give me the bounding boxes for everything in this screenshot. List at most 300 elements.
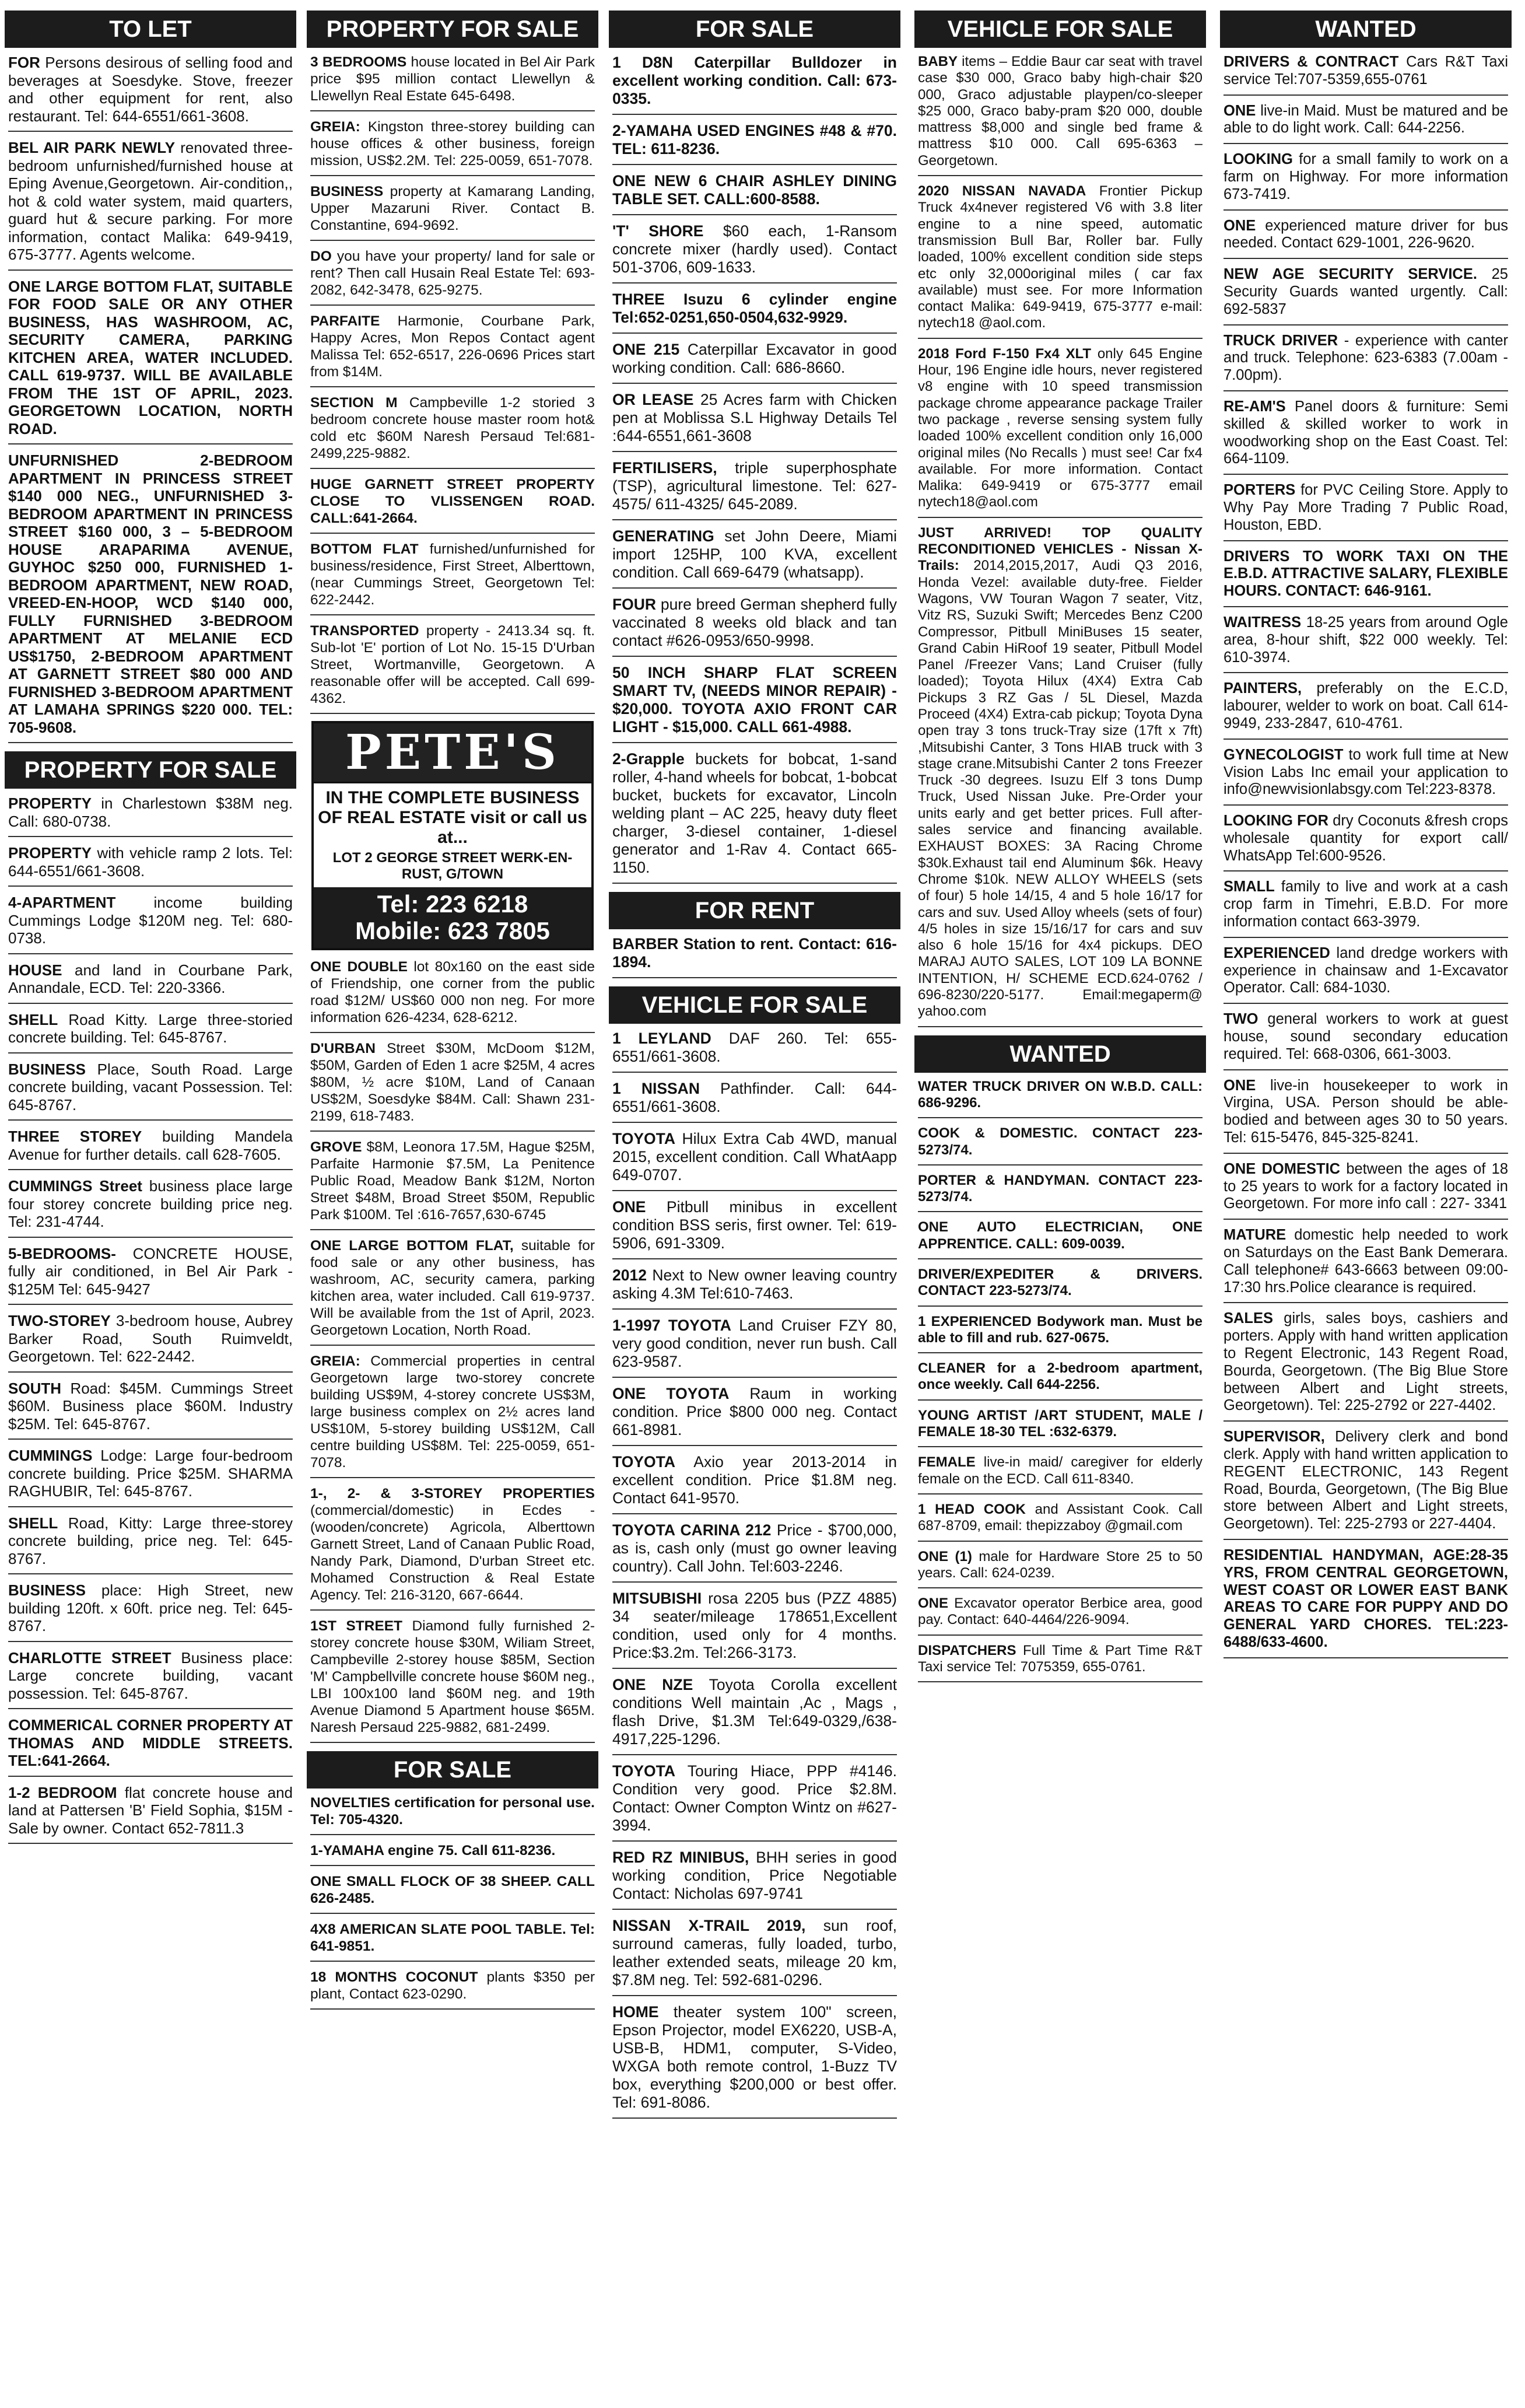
classified-ad — [310, 1040, 595, 1132]
classified-ad — [8, 1447, 293, 1507]
ad-lead: JUST ARRIVED! TOP QUALITY RECONDITIONED VEHICLES - Nissan X-Trails: — [918, 524, 1203, 574]
ad-lead: TOYOTA CARINA 212 — [612, 1521, 772, 1539]
ad-lead: TWO-STOREY — [8, 1312, 111, 1329]
classified-ad — [8, 1380, 293, 1440]
classified-ad — [8, 1177, 293, 1238]
classified-ad — [8, 1649, 293, 1710]
ad-lead: TOYOTA — [612, 1453, 675, 1471]
classified-ad — [918, 1079, 1203, 1119]
ad-lead: CLEANER for a 2-bedroom apartment, once weekly. Call 644-2256. — [918, 1360, 1203, 1393]
ad-text: suitable for food sale or any other business, has washroom, AC, security camera, parking kitchen area, water included. Call 619-9737. Will be available from the 1st of April, 2023. Georgetown Location, North Road. — [310, 1238, 595, 1338]
ad-text: items – Eddie Baur car seat with travel case $30 000, Graco baby high-chair $20 000, Graco adjustable playpen/co-sleeper $25 000, Graco baby-pram $20 000, double mattress $8,000 and single bed frame & mattress $10 000. Call 695-6363 – Georgetown. — [918, 54, 1203, 169]
ad-lead: 1 HEAD COOK — [918, 1501, 1026, 1517]
classified-ad — [310, 183, 595, 241]
ad-lead: YOUNG ARTIST /ART STUDENT, MALE / FEMALE 18-30 TEL :632-6379. — [918, 1407, 1203, 1440]
classified-ad — [1223, 1227, 1508, 1303]
classified-ad — [1223, 398, 1508, 475]
classified-ad — [310, 1873, 595, 1914]
classified-ad — [918, 1408, 1203, 1448]
ad-text: family to live and work at a cash crop farm in Timehri, E.B.D. For more information contact 663-3979. — [1223, 878, 1508, 930]
classified-ad — [1223, 945, 1508, 1004]
ad-lead: GENERATING — [612, 527, 714, 545]
section-header: VEHICLE FOR SALE — [609, 986, 900, 1024]
ad-lead: NEW AGE SECURITY SERVICE. — [1223, 266, 1477, 283]
ad-lead: 1-2 BEDROOM — [8, 1783, 117, 1801]
ad-text: BHH series in good working condition, Price Negotiable Contact: Nicholas 697-9741 — [612, 1849, 897, 1902]
ad-text: between the ages of 18 to 25 years to work for a factory located in Georgetown. For more info call : 227- 3341 — [1223, 1160, 1508, 1212]
ad-lead: ONE DOMESTIC — [1223, 1160, 1341, 1177]
classified-ad — [8, 54, 293, 132]
petes-tagline: IN THE COMPLETE BUSINESS OF REAL ESTATE visit or call us at... — [318, 788, 587, 847]
ad-lead: 'T' SHORE — [612, 222, 704, 240]
ad-lead: ONE (1) — [918, 1548, 972, 1564]
ad-text: Full Time & Part Time R&T Taxi service Tel: 7075359, 655-0761. — [918, 1642, 1203, 1675]
ad-lead: COOK & DOMESTIC. CONTACT 223-5273/74. — [918, 1125, 1203, 1158]
ad-lead: D'URBAN — [310, 1041, 376, 1056]
petes-real-estate-ad — [311, 721, 594, 950]
classified-ad — [612, 222, 897, 284]
classified-ad — [310, 1139, 595, 1230]
section-header: FOR RENT — [609, 892, 900, 929]
ad-text: Street $30M, McDoom $12M, $50M, Garden of Eden 1 acre $25M, 4 acres $80M, ½ acre $10M, Land of Canaan US$2M, Soesdyke $84M. Call: Shawn 231-2199, 618-7483. — [310, 1041, 595, 1124]
ad-lead: HOME — [612, 2003, 659, 2021]
classified-ad — [918, 1595, 1203, 1636]
ad-text: Commercial properties in central Georgetown large two-storey concrete building US$9M, 4-storey concrete US$3M, large business complex on 2½ acres land US$10M, 5-storey building US$12M, Call centre building US$8M. Tel: 225-0059, 651-7078. — [310, 1353, 595, 1471]
ad-lead: 2012 — [612, 1266, 647, 1284]
classified-ad — [310, 54, 595, 111]
ad-text: preferably on the E.C.D, labourer, welder to work on boat. Call 614-9949, 233-2847, 610-4761. — [1223, 680, 1508, 732]
classified-ad — [612, 750, 897, 884]
ad-lead: SHELL — [8, 1514, 58, 1532]
ad-text: renovated three-bedroom unfurnished/furnished house at Eping Avenue,Georgetown. Air-condition,, hot & cold water system, maid quarters, guard hut & secure parking. For more information, contact Malika: 649-9419, 675-3777. Agents welcome. — [8, 139, 293, 263]
classified-ad — [612, 391, 897, 452]
ad-lead: THREE Isuzu 6 cylinder engine Tel:652-0251,650-0504,632-9929. — [612, 290, 897, 326]
ad-text: - experience with canter and truck. Telephone: 623-6383 (7.00am - 7.00pm). — [1223, 332, 1509, 384]
ad-text: Diamond fully furnished 2-storey concrete house $30M, Wiliam Street, Campbeville 2-storey house $85M, Section 'M' Campbellville concrete house $60M neg., LBI 100x100 land $60M neg. and 19th Avenue Diamond 5 Apartment house $65M. Naresh Persaud 225-9882, 681-2499. — [310, 1618, 595, 1735]
ad-text: and land in Courbane Park, Annandale, ECD. Tel: 220-3366. — [8, 961, 293, 996]
ad-text: CONCRETE HOUSE, fully air conditioned, in Bel Air Park - $125M Tel: 645-9427 — [8, 1244, 293, 1298]
ad-text: Land Cruiser FZY 80, very good condition, never run bush. Call 623-9587. — [612, 1317, 897, 1370]
ad-lead: 1 EXPERIENCED Bodywork man. Must be able to fill and rub. 627-0675. — [918, 1313, 1203, 1346]
classified-ad — [310, 541, 595, 615]
ad-lead: RESIDENTIAL HANDYMAN, AGE:28-35 YRS, FROM CENTRAL GEORGETOWN, WEST COAST OR LOWER EAST BANK AREAS TO CARE FOR PUPPY AND DO GENERAL YARD CHORES. TEL:223-6488/633-4600. — [1223, 1546, 1508, 1650]
ad-lead: OR LEASE — [612, 391, 694, 408]
ad-text: Frontier Pickup Truck 4x4never registered V6 with 3.8 liter engine to a nine speed, automatic transmission Bull Bar, Roller bar. Fully loaded, 100% excellent condition side steps etc only 32,000original miles ( car fax available) must see. For more Information contact Malika: 649-9419, 675-3777 e-mail: nytech18 @aol.com. — [918, 183, 1203, 331]
classified-ad — [1223, 1310, 1508, 1422]
classified-ad — [612, 1521, 897, 1583]
ad-lead: COMMERICAL CORNER PROPERTY AT THOMAS AND MIDDLE STREETS. TEL:641-2664. — [8, 1716, 293, 1769]
column-3 — [609, 10, 900, 2126]
classified-ad — [1223, 151, 1508, 210]
ad-text: buckets for bobcat, 1-sand roller, 4-hand wheels for bobcat, 1-bobcat bucket, buckets for excavator, Lincoln welding plant – AC 225, heavy duty fleet charger, 3-diesel container, 1-diesel generator and 1-Rav 4. Contact 665-1150. — [612, 750, 897, 876]
classified-ad — [918, 1549, 1203, 1589]
classified-ad — [8, 1312, 293, 1373]
classified-ad — [8, 894, 293, 954]
classified-ad — [1223, 813, 1508, 872]
ad-text: for PVC Ceiling Store. Apply to Why Pay More Trading 7 Public Road, Houston, EBD. — [1223, 482, 1508, 533]
classified-ad — [8, 1514, 293, 1575]
classified-ad — [612, 1453, 897, 1514]
ad-lead: TRANSPORTED — [310, 623, 419, 639]
ad-lead: TOYOTA — [612, 1130, 675, 1147]
ad-text: Place, South Road. Large concrete building, vacant Possession. Tel: 645-8767. — [8, 1060, 293, 1114]
classified-ad — [918, 1172, 1203, 1213]
classified-ad — [918, 1502, 1203, 1542]
ad-lead: SHELL — [8, 1010, 58, 1028]
ad-text: dry Coconuts &fresh crops wholesale quantity for export call/ WhatsApp Tel:600-9526. — [1223, 813, 1508, 864]
ad-lead: ONE NEW 6 CHAIR ASHLEY DINING TABLE SET. CALL:600-8588. — [612, 172, 897, 208]
ad-lead: PAINTERS, — [1223, 680, 1302, 697]
ad-text: to work full time at New Vision Labs Inc email your application to info@newvisionlabsgy.com Tel:223-8378. — [1223, 746, 1508, 798]
ad-text: 25 Security Guards wanted urgently. Call: 692-5837 — [1223, 266, 1508, 317]
ad-text: only 645 Engine Hour, 196 Engine idle hours, never registered v8 engine with 10 speed transmission package chrome appearance package Trailer two package , reverse sensing system fully loaded 100% excellent condition only 16,000 original miles (No Recalls ) must see! Car fx4 available. For more information. Contact Malika: 649-9419 or 675-3777 email nytech18@aol.com — [918, 345, 1203, 510]
ad-text: for a small family to work on a farm on Highway. For more information 673-7419. — [1223, 151, 1508, 202]
ad-text: live-in housekeeper to work in Virgina, USA. Person should be able-bodied and between ages 30 to 50 years. Tel: 615-5476, 845-325-8241. — [1223, 1077, 1508, 1146]
ad-text: domestic help needed to work on Saturdays on the East Bank Demerara. Call telephone# 643-6663 between 09:00- 17:30 hrs.Police clearance is required. — [1223, 1227, 1508, 1296]
classified-ad — [310, 1353, 595, 1478]
ad-lead: RE-AM'S — [1223, 398, 1286, 415]
classified-ad — [918, 1266, 1203, 1307]
ad-text: Axio year 2013-2014 in excellent condition. Price $1.8M neg. Contact 641-9570. — [612, 1453, 897, 1507]
ad-lead: FEMALE — [918, 1454, 976, 1471]
ad-text: Hilux Extra Cab 4WD, manual 2015, excellent condition. Call WhatAapp 649-0707. — [612, 1130, 897, 1184]
ad-text: male for Hardware Store 25 to 50 years. Call: 624-0239. — [918, 1548, 1203, 1581]
ad-text: 18-25 years from around Ogle area, 8-hour shift, $22 000 weekly. Tel: 610-3974. — [1223, 614, 1508, 666]
ad-text: sun roof, surround cameras, fully loaded, turbo, leather extended seats, mileage 20 km, $7.8M neg. Tel: 592-681-0296. — [612, 1917, 897, 1989]
section-header: WANTED — [914, 1035, 1206, 1073]
petes-tel: Tel: 223 6218 — [377, 890, 528, 918]
ad-text: property - 2413.34 sq. ft. Sub-lot 'E' portion of Lot No. 15-15 D'Urban Street, Wortmanville, Georgetown. A reasonable offer will be accepted. Call 699-4362. — [310, 623, 595, 706]
ad-lead: ONE DOUBLE — [310, 959, 408, 975]
ad-lead: 1 D8N Caterpillar Bulldozer in excellent working condition. Call: 673-0335. — [612, 54, 897, 107]
ad-lead: WATER TRUCK DRIVER ON W.B.D. CALL: 686-9296. — [918, 1078, 1203, 1111]
ad-lead: 1 LEYLAND — [612, 1030, 711, 1047]
ad-lead: GYNECOLOGIST — [1223, 746, 1344, 763]
ad-text: 2014,2015,2017, Audi Q3 2016, Honda Vezel: available duty-free. Fielder Wagons, VW Touran Wagon 7 seater, Vitz, Vitz RS, Suzuki Swift; Mercedes Benz C200 Compressor, Pitbull MiniBuses 15 seater, Grand Cabin HiRoof 19 seater, Pitbull Model Panel /Freezer Vans; Land Cruiser (fully loaded); Toyota Hilux (4X4) Extra Cab Pickups 3 RZ Gas / 5L Diesel, Mazda Proceed (4X4) Extra-cab pickup; Toyota Dyna open tray 3 tons truck-Tray size (17ft x 7ft) ,Mitsubishi Canter, 3 Tons HIAB truck with 3 stage crane.Mitsubishi Canter 2 tons Freezer Truck -30 degrees. Isuzu Elf 3 tons Dump Truck, Used Nissan Juke. Pre-Order your units early and get better prices. Full after-sales service and financing available. EXHAUST BOXES: 3A Racing Chrome $30k.Exhaust tail end Aluminum $6k. Heavy Chrome $10k. NEW ALLOY WHEELS (sets of four) 5 hole 14/15, 4 and 5 hole 16/17 for cars and suv. Used Alloy wheels (sets of four) 4/5 holes in size 15/16/17 for cars and suv also 6 hole 15/16 for 4x4 pickups. DEO MARAJ AUTO SALES, LOT 109 LA BONNE INTENTION, H/ SCHEME ECD.624-0762 / 696-8230/220-5177. Email:megaperm@ yahoo.com — [918, 558, 1203, 1020]
classified-ad — [1223, 1547, 1508, 1658]
classified-ad — [612, 1676, 897, 1755]
ad-text: Road: $45M. Cummings Street $60M. Business place $60M. Industry $25M. Tel: 645-8767. — [8, 1379, 293, 1433]
ad-text: Delivery clerk and bond clerk. Apply with hand written application to REGENT ELECTRONIC, 143 Regent Road, Bourda, Georgetown, (The Big Blue store between Albert and Light streets, Georgetown). Tel: 225-2793 or 227-4404. — [1223, 1429, 1508, 1532]
ad-lead: ONE AUTO ELECTRICIAN, ONE APPRENTICE. CALL: 609-0039. — [918, 1219, 1203, 1252]
classified-ad — [310, 1969, 595, 2010]
ad-text: house located in Bel Air Park price $95 million contact Llewellyn & Llewellyn Real Estate 645-6498. — [310, 54, 595, 104]
ad-lead: PROPERTY — [8, 794, 92, 812]
ad-text: income building Cummings Lodge $120M neg. Tel: 680-0738. — [8, 894, 293, 947]
ad-lead: SMALL — [1223, 878, 1275, 895]
section-header: PROPERTY FOR SALE — [307, 10, 598, 48]
ad-lead: THREE STOREY — [8, 1128, 142, 1145]
ad-lead: 3 BEDROOMS — [310, 54, 407, 70]
classified-ad — [612, 122, 897, 165]
classified-ad — [918, 1643, 1203, 1683]
classified-ad — [8, 1716, 293, 1777]
ad-lead: 1-1997 TOYOTA — [612, 1317, 731, 1334]
classified-ad — [918, 54, 1203, 176]
column-5 — [1220, 10, 1512, 1665]
ad-lead: FOR — [8, 54, 40, 71]
classified-ad — [612, 1266, 897, 1310]
ad-lead: WAITRESS — [1223, 614, 1302, 631]
ad-lead: DRIVERS TO WORK TAXI ON THE E.B.D. ATTRACTIVE SALARY, FLEXIBLE HOURS. CONTACT: 646-9161. — [1223, 548, 1508, 600]
ad-text: $60 each, 1-Ransom concrete mixer (hardly used). Contact 501-3706, 609-1633. — [612, 222, 897, 276]
classified-ad — [612, 1762, 897, 1842]
ad-text: place: High Street, new building 120ft. x 60ft. price neg. Tel: 645-8767. — [8, 1581, 293, 1634]
classified-ad — [612, 1080, 897, 1123]
ad-text: rosa 2205 bus (PZZ 4885) 34 seater/mileage 178651,Excellent condition, used only for 4 months. Price:$3.2m. Tel:266-3173. — [612, 1590, 897, 1661]
ad-lead: ONE — [918, 1595, 949, 1612]
ad-lead: BEL AIR PARK NEWLY — [8, 139, 176, 156]
classified-ad — [310, 1485, 595, 1611]
ad-text: $8M, Leonora 17.5M, Hague $25M, Parfaite Harmonie $7.5M, La Penitence Public Road, Meadow Bank $12M, Norton Street $48M, Broad Street $50M, Republic Park $100M. Tel :616-7657,630-6745 — [310, 1139, 595, 1223]
classified-ad — [310, 622, 595, 714]
ad-text: Campbeville 1-2 storied 3 bedroom concrete house master room hot& cold etc $60M Naresh Persaud Tel:681-2499,225-9882. — [310, 395, 595, 461]
classified-ad — [8, 794, 293, 837]
ad-lead: HUGE GARNETT STREET PROPERTY CLOSE TO VLISSENGEN ROAD. CALL:641-2664. — [310, 477, 595, 526]
ad-text: with vehicle ramp 2 lots. Tel: 644-6551/661-3608. — [8, 844, 293, 880]
ad-text: Caterpillar Excavator in good working condition. Call: 686-8660. — [612, 341, 897, 376]
ad-lead: 1-YAMAHA engine 75. Call 611-8236. — [310, 1843, 556, 1859]
section-header: WANTED — [1220, 10, 1512, 48]
classified-ad — [310, 118, 595, 176]
ad-lead: BARBER Station to rent. Contact: 616-1894. — [612, 935, 897, 971]
column-4 — [914, 10, 1206, 1689]
ad-lead: ONE LARGE BOTTOM FLAT, SUITABLE FOR FOOD SALE OR ANY OTHER BUSINESS, HAS WASHROOM, AC, SECURITY CAMERA, PARKING KITCHEN AREA, WATER INCLUDED. CALL 619-9737. WILL BE AVAILABLE FROM THE 1ST OF APRIL, 2023. GEORGETOWN LOCATION, NORTH ROAD. — [8, 277, 293, 438]
classified-ad — [612, 664, 897, 743]
classified-ad — [1223, 1011, 1508, 1070]
ad-lead: EXPERIENCED — [1223, 944, 1330, 961]
classified-ad — [612, 1030, 897, 1073]
ad-lead: 1 NISSAN — [612, 1080, 700, 1097]
classified-ad — [1223, 54, 1508, 96]
ad-text: 3-bedroom house, Aubrey Barker Road, South Ruimveldt, Georgetown. Tel: 622-2442. — [8, 1312, 293, 1365]
ad-lead: CHARLOTTE STREET — [8, 1648, 171, 1667]
petes-address: LOT 2 GEORGE STREET WERK-EN-RUST, G/TOWN — [332, 850, 573, 882]
ad-lead: ONE — [1223, 217, 1256, 234]
petes-logo: PETE'S — [314, 723, 591, 783]
petes-phones — [314, 887, 591, 948]
ad-text: Raum in working condition. Price $800 000 neg. Contact 661-8981. — [612, 1385, 897, 1438]
classified-ad — [918, 183, 1203, 339]
ad-lead: MATURE — [1223, 1227, 1286, 1244]
classified-ad — [8, 844, 293, 887]
classified-ad — [918, 525, 1203, 1027]
classified-ad — [8, 1060, 293, 1121]
ad-text: triple superphosphate (TSP), agricultural limestone. Tel: 627-4575/ 611-4325/ 645-2089. — [612, 459, 897, 513]
ad-text: Business place: Large concrete building, vacant possession. Tel: 645-8767. — [8, 1648, 293, 1702]
classified-ad — [612, 54, 897, 115]
ad-text: Toyota Corolla excellent conditions Well maintain ,Ac , Mags , flash Drive, $1.3M Tel:649-0329,/638-4917,225-1296. — [612, 1676, 897, 1748]
ad-text: business place large four storey concrete building price neg. Tel: 231-4744. — [8, 1177, 293, 1230]
ad-lead: BABY — [918, 54, 958, 69]
ad-lead: DRIVER/EXPEDITER & DRIVERS. CONTACT 223-5273/74. — [918, 1266, 1203, 1299]
classified-ad — [310, 476, 595, 534]
ad-lead: 50 INCH SHARP FLAT SCREEN SMART TV, (NEEDS MINOR REPAIR) - $20,000. TOYOTA AXIO FRONT CAR LIGHT - $15,000. CALL 661-4988. — [612, 664, 897, 736]
ad-lead: TWO — [1223, 1011, 1258, 1028]
ad-lead: BOTTOM FLAT — [310, 541, 419, 557]
ad-text: Road, Kitty: Large three-storey concrete building, price neg. Tel: 645-8767. — [8, 1514, 293, 1567]
ad-lead: PARFAITE — [310, 313, 380, 329]
column-2 — [307, 10, 598, 2017]
classified-ad — [612, 290, 897, 334]
ad-text: Harmonie, Courbane Park, Happy Acres, Mon Repos Contact agent Malissa Tel: 652-6517, 226-0696 Prices start from $14M. — [310, 313, 595, 380]
classified-ad — [8, 278, 293, 445]
classified-ad — [918, 1454, 1203, 1494]
classified-ad — [1223, 1161, 1508, 1220]
classified-ad — [612, 1590, 897, 1669]
classified-ad — [1223, 548, 1508, 607]
classified-ad — [612, 1130, 897, 1191]
ad-lead: NOVELTIES certification for personal use. Tel: 705-4320. — [310, 1795, 595, 1828]
classified-ad — [918, 1125, 1203, 1166]
classified-ad — [1223, 1077, 1508, 1154]
ad-lead: ONE — [1223, 1077, 1256, 1094]
classified-ad — [8, 1011, 293, 1054]
section-header: PROPERTY FOR SALE — [5, 751, 296, 789]
ad-lead: GREIA: — [310, 1353, 360, 1369]
classified-ad — [1223, 680, 1508, 739]
column-1 — [5, 10, 296, 1851]
classified-ad — [612, 459, 897, 520]
classified-ad — [918, 346, 1203, 518]
ad-text: 25 Acres farm with Chicken pen at Moblissa S.L Highway Details Tel :644-6551,661-3608 — [612, 391, 897, 444]
ad-text: DAF 260. Tel: 655-6551/661-3608. — [612, 1030, 897, 1065]
ad-lead: 4-APARTMENT — [8, 894, 116, 911]
ad-lead: 2020 NISSAN NAVADA — [918, 183, 1086, 200]
ad-lead: HOUSE — [8, 961, 62, 979]
ad-text: Pathfinder. Call: 644-6551/661-3608. — [612, 1080, 897, 1115]
classified-ad — [310, 248, 595, 306]
classified-ad — [310, 394, 595, 469]
classified-ad — [1223, 332, 1508, 391]
ad-lead: MITSUBISHI — [612, 1590, 702, 1607]
classified-ad — [1223, 218, 1508, 260]
classified-ad — [1223, 103, 1508, 145]
ad-lead: ONE — [612, 1198, 646, 1216]
ad-lead: CUMMINGS Street — [8, 1177, 142, 1195]
ad-lead: TRUCK DRIVER — [1223, 332, 1338, 349]
classified-ad — [918, 1314, 1203, 1354]
ad-text: and Assistant Cook. Call 687-8709, email: thepizzaboy @gmail.com — [918, 1501, 1203, 1534]
ad-text: Price - $700,000, as is, cash only (must go owner leaving country). Call John. Tel:603-2246. — [612, 1521, 897, 1575]
ad-lead: 1-, 2- & 3-STOREY PROPERTIES — [310, 1486, 595, 1502]
classified-ad — [310, 313, 595, 387]
ad-lead: SOUTH — [8, 1379, 61, 1397]
ad-text: theater system 100" screen, Epson Projector, model EX6220, USB-A, USB-B, HDM1, computer, S-Video, WXGA both remote control, 1-Buzz TV box, everything $200,000 or best offer. Tel: 691-8086. — [612, 2003, 897, 2111]
ad-text: experienced mature driver for bus needed. Contact 629-1001, 226-9620. — [1223, 217, 1508, 251]
classified-ad — [612, 1917, 897, 1996]
classified-ad — [8, 1245, 293, 1306]
ad-text: general workers to work at guest house, sound secondary education required. Tel: 668-0306, 661-3003. — [1223, 1011, 1508, 1062]
ad-lead: BUSINESS — [8, 1060, 86, 1078]
classified-ad — [612, 2003, 897, 2119]
ad-lead: PROPERTY — [8, 844, 92, 862]
ad-lead: FOUR — [612, 596, 657, 613]
ad-lead: 2-YAMAHA USED ENGINES #48 & #70. TEL: 611-8236. — [612, 122, 897, 158]
ad-text: Road Kitty. Large three-storied concrete building. Tel: 645-8767. — [8, 1010, 293, 1046]
classified-ad — [1223, 614, 1508, 673]
classified-ad — [8, 139, 293, 271]
section-header: VEHICLE FOR SALE — [914, 10, 1206, 48]
classified-ad — [8, 961, 293, 1004]
ad-lead: ONE 215 — [612, 341, 680, 358]
classified-ad — [310, 1237, 595, 1346]
ad-lead: 4X8 AMERICAN SLATE POOL TABLE. Tel: 641-9851. — [310, 1922, 595, 1954]
ad-lead: ONE — [1223, 102, 1256, 119]
classified-ad — [612, 1198, 897, 1259]
ad-lead: GROVE — [310, 1139, 362, 1155]
ad-text: property at Kamarang Landing, Upper Mazaruni River. Contact B. Constantine, 694-9692. — [310, 184, 595, 233]
ad-lead: PORTER & HANDYMAN. CONTACT 223-5273/74. — [918, 1172, 1203, 1205]
ad-text: pure breed German shepherd fully vaccinated 8 weeks old black and tan contact #626-0953/650-9998. — [612, 596, 897, 649]
classified-ad — [1223, 1429, 1508, 1540]
ad-lead: CUMMINGS — [8, 1447, 93, 1464]
ad-lead: BUSINESS — [8, 1581, 86, 1599]
ad-text: Panel doors & furniture: Semi skilled & skilled worker to work in woodworking shop on the East Coast. Tel: 664-1109. — [1223, 398, 1508, 467]
classified-ad — [918, 1360, 1203, 1401]
ad-lead: 18 MONTHS COCONUT — [310, 1969, 478, 1985]
ad-text: you have your property/ land for sale or rent? Then call Husain Real Estate Tel: 693-2082, 642-3478, 625-9275. — [310, 249, 595, 298]
ad-lead: ONE SMALL FLOCK OF 38 SHEEP. CALL 626-2485. — [310, 1874, 595, 1906]
ad-text: Excavator operator Berbice area, good pay. Contact: 640-4464/226-9094. — [918, 1595, 1203, 1628]
ad-text: Pitbull minibus in excellent condition BSS seris, first owner. Tel: 619-5906, 691-3309. — [612, 1198, 897, 1252]
ad-text: Cars R&T Taxi service Tel:707-5359,655-0761 — [1223, 54, 1508, 88]
ad-lead: LOOKING FOR — [1223, 813, 1329, 830]
ad-lead: UNFURNISHED 2-BEDROOM APARTMENT IN PRINCESS STREET $140 000 NEG., UNFURNISHED 3-BEDROOM APARTMENT IN PRINCESS STREET $160 000, 3 – 5-BEDROOM HOUSE ARAPARIMA AVENUE, GUYHOC $250 000, FURNISHED 1-BEDROOM APARTMENT, NEW ROAD, VREED-EN-HOOP, WCD $140 000, FULLY FURNISHED 3-BEDROOM APARTMENT AT MELANIE ECD US$1750, 2-BEDROOM APARTMENT AT GARNETT STREET $80 000 AND FURNISHED 3-BEDROOM APARTMENT AT LAMAHA SPRINGS $220 000. TEL: 705-9608. — [8, 452, 293, 736]
section-header: TO LET — [5, 10, 296, 48]
ad-lead: SALES — [1223, 1310, 1274, 1327]
classified-ad — [310, 1842, 595, 1866]
ad-lead: 1ST STREET — [310, 1618, 403, 1634]
ad-text: girls, sales boys, cashiers and porters. Apply with hand written application to Regent Electronic, 143 Regent Road, Bourda, Georgetown. (The Big Blue Store between Albert and Light streets, Georgetown). Tel: 225-2792 or 227-4402. — [1223, 1310, 1508, 1414]
section-header: FOR SALE — [307, 1751, 598, 1788]
classified-ad — [1223, 266, 1508, 325]
ad-text: Kingston three-storey building can house offices & other business, foreign mission, US$2.2M. Tel: 225-0059, 651-7078. — [310, 119, 595, 169]
ad-text: set John Deere, Miami import 125HP, 100 KVA, excellent condition. Call 669-6479 (whatsapp). — [612, 527, 897, 581]
classified-ad — [1223, 878, 1508, 937]
ad-text: plants $350 per plant, Contact 623-0290. — [310, 1969, 595, 2002]
ad-lead: NISSAN X-TRAIL 2019, — [612, 1917, 806, 1934]
ad-text: Lodge: Large four-bedroom concrete building. Price $25M. SHARMA RAGHUBIR, Tel: 645-8767. — [8, 1447, 293, 1500]
ad-text: live-in maid/ caregiver for elderly female on the ECD. Call 611-8340. — [918, 1454, 1203, 1487]
classified-ad — [310, 1921, 595, 1962]
ad-lead: RED RZ MINIBUS, — [612, 1849, 749, 1866]
classified-ad — [612, 527, 897, 589]
classified-ad — [8, 1581, 293, 1642]
ad-lead: DO — [310, 249, 332, 264]
classified-ad — [612, 172, 897, 215]
ad-lead: FERTILISERS, — [612, 459, 717, 477]
ad-text: flat concrete house and land at Pattersen 'B' Field Sophia, $15M - Sale by owner. Contact 652-7811.3 — [8, 1783, 293, 1837]
classified-ad — [310, 1618, 595, 1743]
ad-lead: SECTION M — [310, 395, 398, 411]
ad-text: lot 80x160 on the east side of Friendship, one corner from the public road $12M/ US$60 000 non neg. For more information 626-4234, 628-6212. — [310, 959, 595, 1026]
classified-ad — [612, 1385, 897, 1446]
classified-ad — [8, 1128, 293, 1170]
ad-text: Persons desirous of selling food and beverages at Soesdyke. Stove, freezer and other equipment for rent, also restaurant. Tel: 644-6551/661-3608. — [8, 54, 293, 125]
ad-text: land dredge workers with experience in chainsaw and 1-Excavator Operator. Call: 684-1030. — [1223, 944, 1508, 996]
classified-ad — [612, 1849, 897, 1910]
ad-lead: DRIVERS & CONTRACT — [1223, 54, 1399, 70]
ad-lead: LOOKING — [1223, 151, 1293, 168]
petes-mobile: Mobile: 623 7805 — [355, 917, 550, 944]
ad-lead: PORTERS — [1223, 482, 1296, 499]
section-header: FOR SALE — [609, 10, 900, 48]
classified-ad — [1223, 482, 1508, 541]
ad-lead: BUSINESS — [310, 184, 384, 200]
ad-text: (commercial/domestic) in Ecdes - (wooden/concrete) Agricola, Alberttown Garnett Street, Land of Canaan Public Road, Nandy Park, Diamond, D'urban Street etc. Mohamed Construction & Real Estate Agency. Tel: 216-3120, 667-6644. — [310, 1503, 595, 1603]
classified-ad — [8, 452, 293, 743]
